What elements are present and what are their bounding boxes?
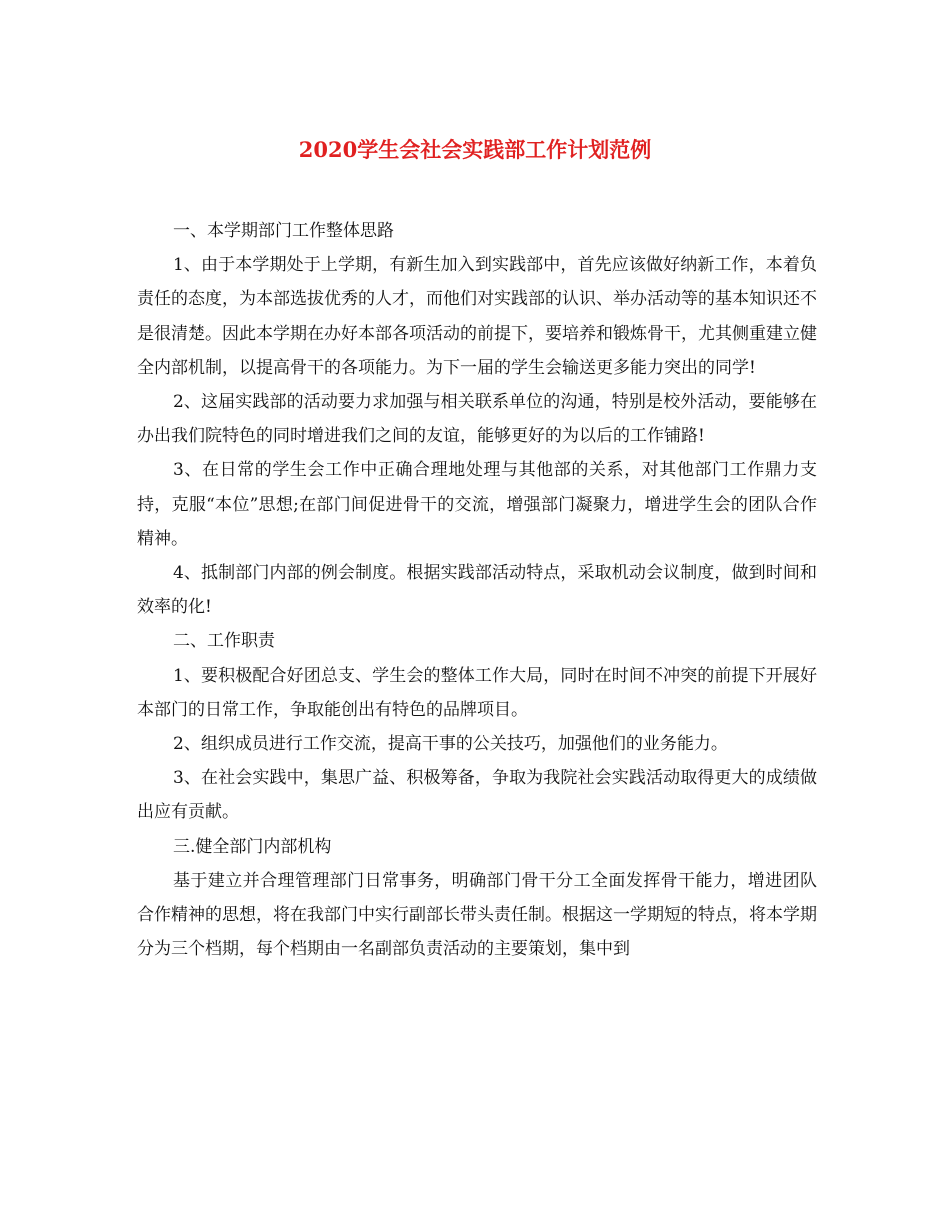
- paragraph: 3、在社会实践中，集思广益、积极筹备，争取为我院社会实践活动取得更大的成绩做出应有贡献。: [137, 768, 817, 823]
- paragraph: 1、由于本学期处于上学期，有新生加入到实践部中，首先应该做好纳新工作，本着负责任的态度，为本部选拔优秀的人才，而他们对实践部的认识、举办活动等的基本知识还不是很清楚。因此本学期在办好本部各项活动的前提下，要培养和锻炼骨干，尤其侧重建立健全内部机制，以提高骨干的各项能力。为下一届的学生会输送更多能力突出的同学!: [137, 255, 817, 378]
- paragraph: 4、抵制部门内部的例会制度。根据实践部活动特点，采取机动会议制度，做到时间和效率的化!: [137, 563, 817, 618]
- document-body: [137, 214, 817, 966]
- paragraph: 3、在日常的学生会工作中正确合理地处理与其他部的关系，对其他部门工作鼎力支持，克服“本位”思想;在部门间促进骨干的交流，增强部门凝聚力，增进学生会的团队合作精神。: [137, 460, 817, 549]
- paragraph: 2、这届实践部的活动要力求加强与相关联系单位的沟通，特别是校外活动，要能够在办出我们院特色的同时增进我们之间的友谊，能够更好的为以后的工作铺路!: [137, 392, 817, 447]
- paragraph: 基于建立并合理管理部门日常事务，明确部门骨干分工全面发挥骨干能力，增进团队合作精神的思想，将在我部门中实行副部长带头责任制。根据这一学期短的特点，将本学期分为三个档期，每个档期由一名副部负责活动的主要策划，集中到: [137, 870, 817, 960]
- section-heading-2: 二、工作职责: [173, 631, 275, 652]
- section-heading-1: 一、本学期部门工作整体思路: [173, 221, 394, 241]
- paragraph: 1、要积极配合好团总支、学生会的整体工作大局，同时在时间不冲突的前提下开展好本部门的日常工作，争取能创出有特色的品牌项目。: [137, 665, 817, 720]
- section-heading-3: 三.健全部门内部机构: [173, 836, 332, 857]
- paragraph: 2、组织成员进行工作交流，提高干事的公关技巧，加强他们的业务能力。: [173, 734, 728, 755]
- document-title: 2020学生会社会实践部工作计划范例: [298, 137, 652, 162]
